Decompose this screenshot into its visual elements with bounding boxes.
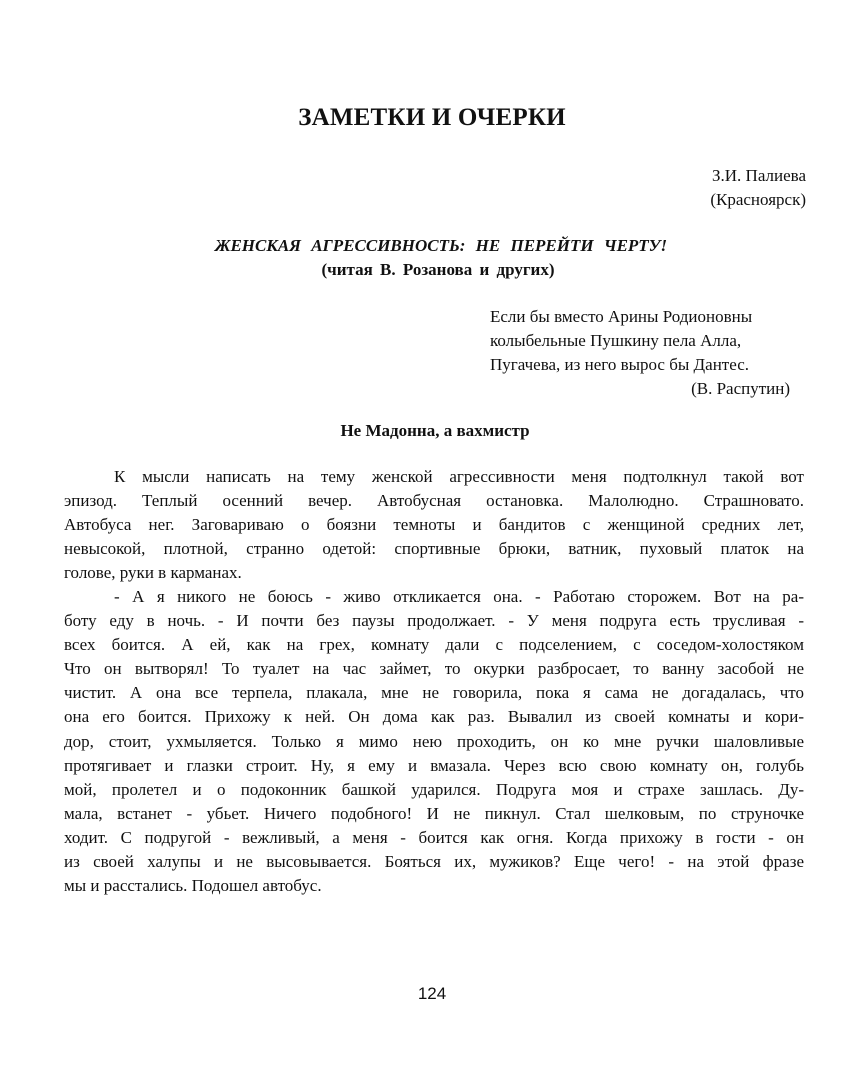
body-line: эпизод. Теплый осенний вечер. Автобусная остановка. Малолюдно. Страшновато. — [64, 491, 804, 511]
body-line: голове, руки в карманах. — [64, 563, 242, 583]
chapter-subheading: Не Мадонна, а вахмистр — [340, 421, 530, 440]
body-line: - А я никого не боюсь - живо откликается она. - Работаю сторожем. Вот на ра- — [114, 587, 804, 607]
body-line: она его боится. Прихожу к ней. Он дома как раз. Вывалил из своей комнаты и кори- — [64, 707, 804, 727]
author-city: (Красноярск) — [710, 190, 806, 209]
body-line: всех боится. А ей, как на грех, комнату дали с подселением, с соседом-холостяком — [64, 635, 804, 655]
epigraph-source: (В. Распутин) — [691, 379, 790, 398]
body-line: Автобуса нег. Заговариваю о боязни темноты и бандитов с женщиной средних лет, — [64, 515, 804, 535]
body-line: мы и расстались. Подошел автобус. — [64, 875, 322, 895]
epigraph-line: Пугачева, из него вырос бы Дантес. — [490, 355, 749, 374]
body-line: боту еду в ночь. - И почти без паузы продолжает. - У меня подруга есть трусливая - — [64, 611, 804, 631]
body-line: ходит. С подругой - вежливый, а меня - боится как огня. Когда прихожу в гости - он — [64, 827, 804, 847]
body-line: дор, стоит, ухмыляется. Только я мимо нею проходить, он ко мне ручки шаловливые — [64, 731, 804, 751]
article-subtitle: (читая В. Розанова и других) — [321, 260, 555, 279]
body-line: невысокой, плотной, странно одетой: спортивные брюки, ватник, пуховый платок на — [64, 539, 804, 559]
author-block — [710, 164, 806, 212]
body-line: чистит. А она все терпела, плакала, мне не говорила, пока я сама не догадалась, что — [64, 683, 804, 703]
body-line: Что он вытворял! То туалет на час займет, то окурки разбросает, то ванну засобой не — [64, 659, 804, 679]
epigraph-line: колыбельные Пушкину пела Алла, — [490, 331, 742, 350]
body-line: из своей халупы и не высовывается. Бояться их, мужиков? Еще чего! - на этой фразе — [64, 851, 804, 871]
section-title: ЗАМЕТКИ И ОЧЕРКИ — [298, 104, 566, 131]
body-line: мала, встанет - убьет. Ничего подобного! И не пикнул. Стал шелковым, по струночке — [64, 803, 804, 823]
author-name: З.И. Палиева — [712, 166, 806, 185]
body-line: протягивает и глазки строит. Ну, я ему и вмазала. Через всю свою комнату он, голубь — [64, 755, 804, 775]
body-line: К мысли написать на тему женской агрессивности меня подтолкнул такой вот — [114, 467, 804, 486]
article-title-block — [0, 234, 864, 282]
article-title: ЖЕНСКАЯ АГРЕССИВНОСТЬ: НЕ ПЕРЕЙТИ ЧЕРТУ! — [214, 236, 668, 255]
body-line: мой, пролетел и о подоконник башкой ударился. Подруга моя и страхе зашлась. Ду- — [64, 779, 804, 799]
page-number: 124 — [417, 984, 447, 1003]
body-text — [64, 465, 804, 898]
epigraph — [490, 305, 810, 401]
epigraph-line: Если бы вместо Арины Родионовны — [490, 307, 753, 326]
